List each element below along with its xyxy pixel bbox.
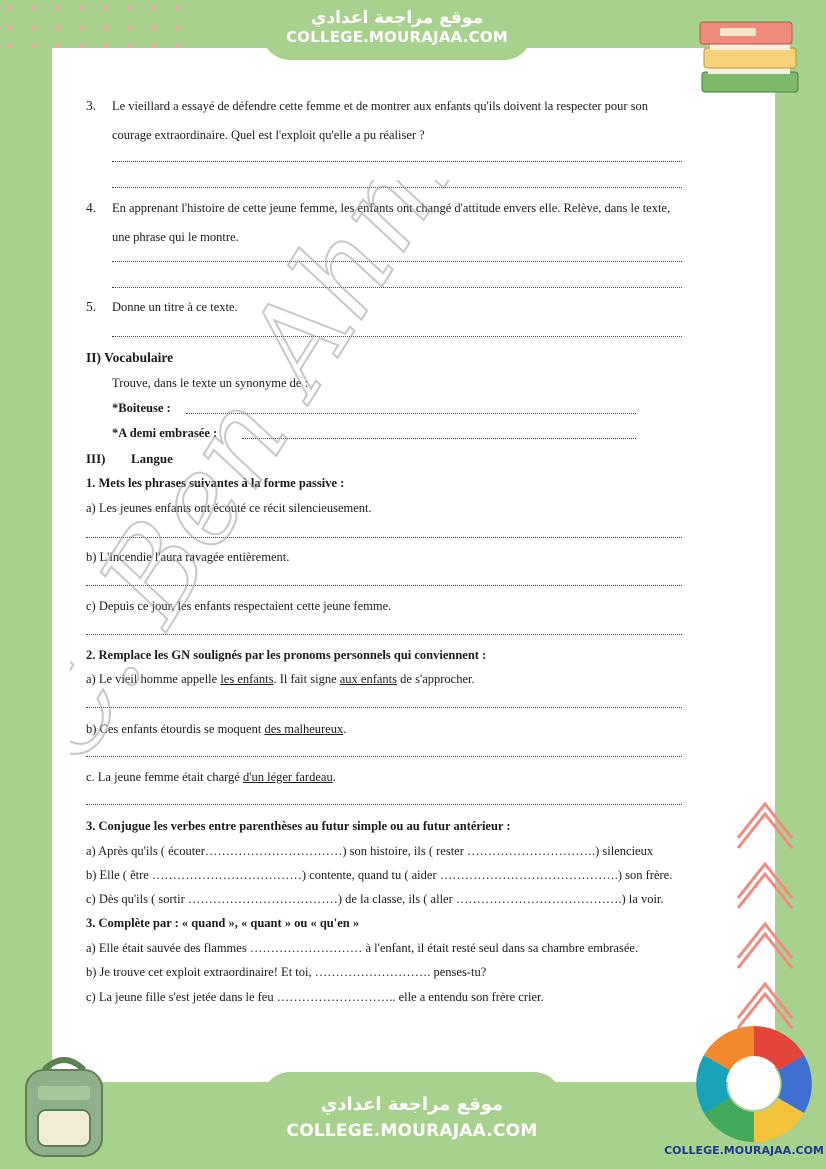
- exercise-item: b) Ces enfants étourdis se moquent des malheureux.: [86, 722, 347, 736]
- underlined-gn: des malheureux: [264, 722, 344, 736]
- exercise-item: a) Elle était sauvée des flammes ……………………… à l'enfant, il était resté seul dans sa chambre embrasée.: [86, 941, 639, 955]
- answer-line[interactable]: [86, 584, 682, 586]
- answer-line[interactable]: [112, 335, 682, 337]
- question-text: Le vieillard a essayé de défendre cette femme et de montrer aux enfants qu'ils doivent la respecter pour son courage extraordinaire. Quel est l'exploit qu'elle a pu réaliser ?: [112, 99, 649, 142]
- exercise-item: b) Je trouve cet exploit extraordinaire! Et toi, ………………………. penses-tu?: [86, 965, 487, 979]
- answer-line[interactable]: [86, 755, 682, 757]
- underlined-gn: aux enfants: [339, 672, 398, 686]
- site-name-arabic: موقع مراجعة اعدادي: [310, 8, 484, 28]
- exercise-item: a) Les jeunes enfants ont écouté ce récit silencieusement.: [86, 501, 372, 515]
- question-text: En apprenant l'histoire de cette jeune femme, les enfants ont changé d'attitude envers elle. Relève, dans le texte, une phrase qui le montre.: [112, 201, 671, 244]
- exercise-item: a) Le vieil homme appelle les enfants. Il fait signe aux enfants de s'approcher.: [86, 672, 475, 686]
- header-banner: [262, 0, 532, 60]
- books-stack-icon: [690, 10, 810, 100]
- vocab-intro: Trouve, dans le texte un synonyme de :: [112, 376, 309, 390]
- exercise-title: 2. Remplace les GN soulignés par les pronoms personnels qui conviennent :: [86, 648, 487, 662]
- answer-line[interactable]: [112, 160, 682, 162]
- exercise-item: a) Après qu'ils ( écouter……………………………) son histoire, ils ( rester ………………………….) silencieux: [86, 844, 654, 858]
- question-number: 4.: [86, 200, 97, 215]
- answer-line[interactable]: [112, 260, 682, 262]
- question-text: Donne un titre à ce texte.: [112, 300, 238, 314]
- answer-line[interactable]: [186, 412, 636, 414]
- exercise-title: 3. Complète par : « quand », « quant » ou « qu'en »: [86, 916, 360, 930]
- site-url[interactable]: COLLEGE.MOURAJAA.COM: [286, 1121, 538, 1141]
- exercise-title: 1. Mets les phrases suivantes à la forme passive :: [86, 476, 345, 490]
- answer-line[interactable]: [242, 437, 636, 439]
- subjects-wheel-logo: [694, 1024, 814, 1144]
- answer-line[interactable]: [86, 706, 682, 708]
- exercise-title: 3. Conjugue les verbes entre parenthèses au futur simple ou au futur antérieur :: [86, 819, 511, 833]
- answer-line[interactable]: [112, 286, 682, 288]
- backpack-icon: [14, 1050, 114, 1160]
- question-number: 5.: [86, 299, 97, 314]
- underlined-gn: d'un léger fardeau: [242, 770, 333, 784]
- site-url[interactable]: COLLEGE.MOURAJAA.COM: [286, 28, 508, 46]
- underlined-gn: les enfants: [220, 672, 274, 686]
- vocab-item-label: *Boiteuse :: [112, 401, 171, 415]
- exercise-item: c) La jeune fille s'est jetée dans le feu ……………………….. elle a entendu son frère crier.: [86, 990, 544, 1004]
- decorative-chevrons: [730, 790, 800, 1040]
- vocab-item-label: *A demi embrasée :: [112, 426, 218, 440]
- exercise-item: c) Depuis ce jour, les enfants respectaient cette jeune femme.: [86, 599, 392, 613]
- footer-banner: [262, 1072, 562, 1169]
- exercise-item: b) Elle ( être ………………………………) contente, quand tu ( aider …………………………………….) son frère.: [86, 868, 673, 882]
- decorative-dots: [0, 0, 200, 52]
- exercise-item: c) Dès qu'ils ( sortir ………………………………) de la classe, ils ( aller ………………………………….) la voir.: [86, 892, 664, 906]
- exercise-item: b) L'incendie l'aura ravagée entièrement.: [86, 550, 290, 564]
- section-heading-vocabulaire: II) Vocabulaire: [86, 350, 174, 365]
- logo-label: COLLEGE.MOURAJAA.COM: [664, 1144, 824, 1157]
- question-number: 3.: [86, 98, 97, 113]
- answer-line[interactable]: [86, 633, 682, 635]
- answer-line[interactable]: [112, 186, 682, 188]
- answer-line[interactable]: [86, 536, 682, 538]
- exercise-item: c. La jeune femme était chargé d'un léger fardeau.: [86, 770, 336, 784]
- answer-line[interactable]: [86, 803, 682, 805]
- section-number: III): [86, 451, 106, 466]
- site-name-arabic: موقع مراجعة اعدادي: [320, 1094, 504, 1115]
- section-heading-langue: Langue: [131, 451, 173, 466]
